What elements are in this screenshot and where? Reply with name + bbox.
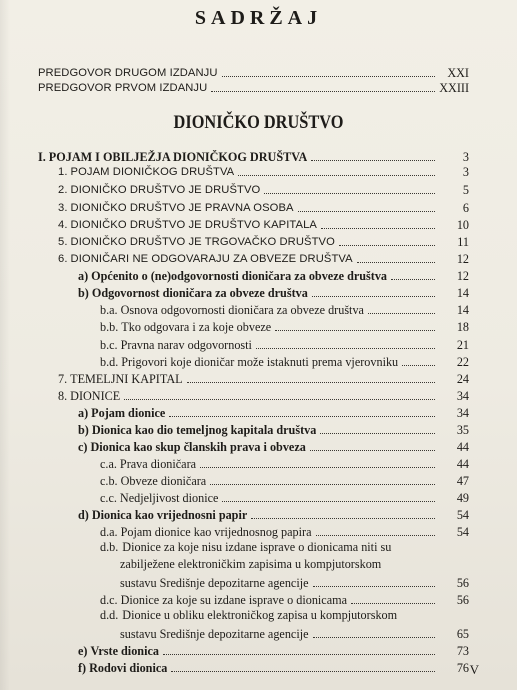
toc-entry-page: 6 (462, 201, 469, 215)
toc-entry-label: Odgovornost dioničara za obveze društva (91, 286, 308, 300)
toc-entry[interactable] (100, 353, 469, 369)
toc-entry-label: DIONIČKO DRUŠTVO JE DRUŠTVO (70, 184, 261, 196)
dot-leader (163, 654, 435, 655)
toc-entry-page: 12 (456, 269, 469, 283)
toc-entry[interactable] (58, 370, 469, 386)
toc-entry-page: 14 (456, 303, 469, 317)
toc-entry-page: 44 (456, 440, 469, 454)
toc-entry-page: XXIII (439, 81, 469, 95)
toc-entry-label: Osnova odgovornosti dioničara za obveze društva (120, 303, 364, 317)
toc-entry-number: b) (78, 286, 89, 300)
toc-entry-label: Prava dioničara (119, 457, 197, 471)
toc-entry[interactable] (78, 506, 469, 522)
toc-entry-label: DIONIČKO DRUŠTVO JE DRUŠTVO KAPITALA (70, 219, 317, 231)
toc-entry-label: Dionice za koje nisu izdane isprave o dionicama niti su (122, 540, 392, 554)
toc-entry-label: PREDGOVOR PRVOM IZDANJU (38, 82, 208, 94)
toc-entry-page: 18 (456, 320, 469, 334)
dot-leader (339, 245, 435, 246)
toc-entry[interactable] (38, 148, 469, 164)
toc-entry-page: 47 (456, 474, 469, 488)
toc-entry[interactable] (58, 233, 469, 249)
toc-entry-number: b.d. (100, 355, 119, 369)
toc-entry-label: Dionica kao skup članskih prava i obveza (90, 440, 306, 454)
toc-entry-page: 12 (456, 252, 469, 266)
toc-entry-number: I. (38, 150, 46, 164)
toc-entry[interactable] (100, 336, 469, 352)
toc-entry-page: 14 (456, 286, 469, 300)
toc-entry-number: d.b. (100, 540, 119, 554)
toc-entry-label: Nedjeljivost dionice (119, 491, 219, 505)
toc-entry-page: 34 (456, 389, 469, 403)
toc-entry-page: 10 (456, 218, 469, 232)
toc-entry[interactable] (100, 472, 469, 488)
dot-leader (238, 175, 435, 176)
dot-leader (391, 279, 435, 280)
toc-entry[interactable] (78, 421, 469, 437)
toc-entry-label: Pojam dionice (91, 406, 166, 420)
dot-leader (275, 330, 435, 331)
toc-entry-line (100, 608, 397, 622)
toc-entry-page: 3 (462, 150, 469, 164)
toc-entry[interactable] (120, 625, 469, 641)
toc-entry-number: e) (78, 644, 88, 658)
toc-entry-page: 76 (456, 661, 469, 675)
dot-leader (357, 262, 435, 263)
toc-entry-number: b) (78, 423, 89, 437)
toc-entry-label: Pojam dionice kao vrijednosnog papira (120, 525, 312, 539)
dot-leader (251, 518, 435, 519)
dot-leader (310, 450, 435, 451)
toc-entry[interactable] (100, 489, 469, 505)
toc-entry-label: Obveze dioničara (120, 474, 207, 488)
toc-entry-number: a) (78, 269, 89, 283)
toc-entry-number: c) (78, 440, 88, 454)
toc-entry-label: TEMELJNI KAPITAL (70, 372, 183, 386)
dot-leader (187, 382, 435, 383)
toc-entry[interactable] (58, 387, 469, 403)
toc-entry-label: Općenito o (ne)odgovornosti dioničara za obveze društva (91, 269, 388, 283)
toc-entry-page: 56 (456, 593, 469, 607)
dot-leader (169, 416, 435, 417)
dot-leader (313, 637, 435, 638)
toc-entry-label: Vrste dionica (90, 644, 159, 658)
toc-entry-label: DIONICE (70, 389, 121, 403)
toc-entry-label: POJAM I OBILJEŽJA DIONIČKOG DRUŠTVA (48, 150, 308, 164)
toc-entry[interactable] (78, 438, 469, 454)
toc-entry-number: d.c. (100, 593, 118, 607)
toc-entry-number: d.a. (100, 525, 118, 539)
toc-entry-label: Tko odgovara i za koje obveze (121, 320, 272, 334)
dot-leader (402, 365, 435, 366)
dot-leader (124, 399, 435, 400)
toc-entry-number: 8. (58, 389, 68, 403)
toc-entry-number: f) (78, 661, 87, 675)
dot-leader (211, 91, 435, 92)
toc-entry-number: 1. (58, 166, 68, 178)
toc-entry-page: 24 (456, 372, 469, 386)
toc-entry-label: Dionica kao dio temeljnog kapitala društva (91, 423, 317, 437)
toc-entry[interactable] (78, 642, 469, 658)
dot-leader (298, 211, 435, 212)
toc-entry-label: Dionice u obliku elektroničkog zapisa u kompjutorskom (122, 608, 398, 622)
dot-leader (264, 193, 435, 194)
toc-entry-label: Rodovi dionica (89, 661, 168, 675)
dot-leader (210, 484, 435, 485)
toc-entry-label: DIONIČKO DRUŠTVO JE TRGOVAČKO DRUŠTVO (70, 236, 335, 248)
toc-entry-number: b.c. (100, 338, 118, 352)
toc-entry-label: zabilježene elektroničkim zapisima u kompjutorskom (120, 557, 382, 571)
dot-leader (320, 433, 435, 434)
toc-entry-label: DIONIČARI NE ODGOVARAJU ZA OBVEZE DRUŠTVA (70, 253, 353, 265)
toc-entry-label: Prigovori koje dioničar može istaknuti prema vjerovniku (121, 355, 399, 369)
toc-entry-number: 7. (58, 372, 68, 386)
toc-entry[interactable] (100, 591, 469, 607)
toc-entry-number: 3. (58, 202, 68, 214)
toc-entry[interactable] (58, 163, 469, 179)
section-title: DIONIČKO DRUŠTVO (173, 112, 344, 133)
page-title: SADRŽAJ (194, 7, 323, 29)
toc-entry-page: 35 (456, 423, 469, 437)
dot-leader (200, 467, 435, 468)
toc-entry-number: b.b. (100, 320, 119, 334)
toc-entry[interactable] (78, 659, 469, 675)
toc-entry-page: 49 (456, 491, 469, 505)
toc-entry-page: 44 (456, 457, 469, 471)
toc-entry[interactable] (100, 455, 469, 471)
toc-entry-label: Dionice za koje su izdane isprave o dionicama (120, 593, 348, 607)
toc-entry-line (120, 557, 381, 571)
toc-entry[interactable] (38, 64, 469, 80)
toc-entry[interactable] (38, 79, 469, 95)
dot-leader (368, 313, 435, 314)
dot-leader (222, 76, 435, 77)
toc-entry[interactable] (58, 250, 469, 266)
toc-entry-number: a) (78, 406, 89, 420)
toc-entry-number: 4. (58, 219, 68, 231)
toc-entry-page: 34 (456, 406, 469, 420)
dot-leader (311, 160, 435, 161)
toc-entry-page: 21 (456, 338, 469, 352)
toc-entry[interactable] (78, 284, 469, 300)
toc-entry-page: 22 (456, 355, 469, 369)
toc-entry-label: sustavu Središnje depozitarne agencije (120, 576, 309, 590)
toc-entry-label: DIONIČKO DRUŠTVO JE PRAVNA OSOBA (70, 202, 294, 214)
toc-entry[interactable] (78, 267, 469, 283)
dot-leader (313, 586, 435, 587)
toc-entry-page: 5 (462, 183, 469, 197)
toc-entry[interactable] (100, 301, 469, 317)
dot-leader (312, 296, 435, 297)
toc-entry-number: 5. (58, 236, 68, 248)
toc-entry[interactable] (120, 574, 469, 590)
toc-entry-number: 6. (58, 253, 68, 265)
toc-entry-page: XXI (447, 66, 469, 80)
dot-leader (316, 535, 435, 536)
toc-entry-number: d) (78, 508, 89, 522)
dot-leader (222, 501, 435, 502)
dot-leader (171, 671, 435, 672)
toc-entry[interactable] (58, 199, 469, 215)
toc-entry-label: PREDGOVOR DRUGOM IZDANJU (38, 67, 218, 79)
dot-leader (351, 603, 435, 604)
toc-entry-page: 73 (456, 644, 469, 658)
toc-entry-label: Dionica kao vrijednosni papir (91, 508, 248, 522)
toc-entry[interactable] (100, 523, 469, 539)
toc-entry[interactable] (58, 216, 469, 232)
toc-entry-number: c.a. (100, 457, 117, 471)
toc-entry-label: sustavu Središnje depozitarne agencije (120, 627, 309, 641)
toc-entry-number: b.a. (100, 303, 118, 317)
toc-entry-number: c.b. (100, 474, 118, 488)
toc-entry-page: 54 (456, 525, 469, 539)
toc-entry-line (100, 540, 391, 554)
dot-leader (321, 228, 435, 229)
toc-entry-page: 3 (462, 165, 469, 179)
toc-entry-number: d.d. (100, 608, 119, 622)
toc-entry-label: POJAM DIONIČKOG DRUŠTVA (70, 166, 235, 178)
page-number: V (469, 662, 479, 677)
toc-entry-label: Pravna narav odgovornosti (120, 338, 252, 352)
toc-entry-page: 65 (456, 627, 469, 641)
toc-entry-number: 2. (58, 184, 68, 196)
toc-entry[interactable] (78, 404, 469, 420)
toc-entry-number: c.c. (100, 491, 117, 505)
toc-entry-page: 11 (457, 235, 469, 249)
dot-leader (256, 348, 435, 349)
toc-entry-page: 54 (456, 508, 469, 522)
toc-entry-page: 56 (456, 576, 469, 590)
toc-entry[interactable] (58, 181, 469, 197)
toc-entry[interactable] (100, 318, 469, 334)
